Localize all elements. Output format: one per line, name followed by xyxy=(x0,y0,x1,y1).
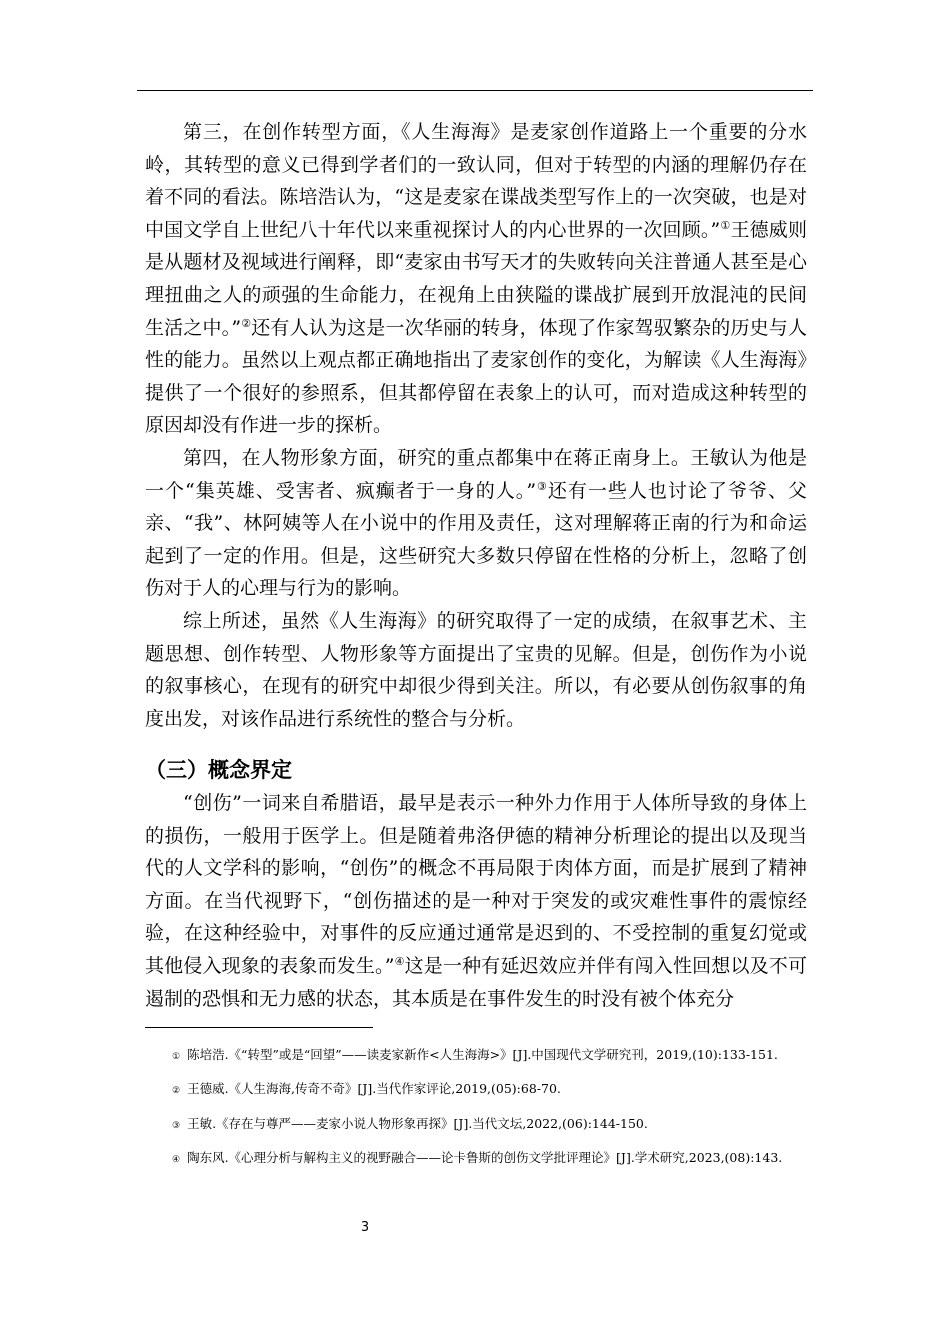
footnote-mark: ① xyxy=(172,1052,181,1062)
footnote-item xyxy=(145,1039,807,1073)
footnote-text: 陶东风.《心理分析与解构主义的视野融合——论卡鲁斯的创伤文学批评理论》[J].学术研究,2023,(08):143. xyxy=(187,1149,783,1165)
paragraph-text: 这是一种有延迟效应并伴有闯入性回想以及不可遏制的恐惧和无力感的状态，其本质是在事件发生的时没有被个体充分 xyxy=(145,954,807,1010)
paragraph-text: 还有人认为这是一次华丽的转身，体现了作家驾驭繁杂的历史与人性的能力。虽然以上观点都正确地指出了麦家创作的变化，为解读《人生海海》提供了一个很好的参照系，但其都停留在表象上的认可，而对造成这种转型的原因却没有作进一步的探析。 xyxy=(145,316,807,437)
paragraph-text: 还有一些人也讨论了爷爷、父亲、“我”、林阿姨等人在小说中的作用及责任，这对理解蒋正南的行为和命运起到了一定的作用。但是，这些研究大多数只停留在性格的分析上，忽略了创伤对于人的心理与行为的影响。 xyxy=(145,479,807,600)
page-number: 3 xyxy=(360,1220,370,1235)
body-text-upper xyxy=(145,116,807,735)
footnote-ref-3[interactable]: ③ xyxy=(536,479,548,493)
footnote-item xyxy=(145,1073,807,1107)
footnote-item xyxy=(145,1142,807,1176)
paragraph-text: 第四，在人物形象方面，研究的重点都集中在蒋正南身上。王敏认为他是一个“集英雄、受害者、疯癫者于一身的人。” xyxy=(145,446,807,502)
paragraph-concept-definition xyxy=(145,787,807,1015)
footnote-item xyxy=(145,1108,807,1142)
paragraph-text: 第三，在创作转型方面，《人生海海》是麦家创作道路上一个重要的分水岭，其转型的意义已得到学者们的一致认同，但对于转型的内涵的理解仍存在着不同的看法。陈培浩认为，“这是麦家在谍战类型写作上的一次突破，也是对中国文学自上世纪八十年代以来重视探讨人的内心世界的一次回顾。” xyxy=(145,121,807,241)
footnote-separator xyxy=(145,1027,373,1028)
footnote-mark: ② xyxy=(172,1086,181,1097)
paragraph-summary xyxy=(145,605,807,735)
footnote-text: 王敏.《存在与尊严——麦家小说人物形象再探》[J].当代文坛,2022,(06):144-150. xyxy=(187,1115,648,1131)
footnote-mark: ③ xyxy=(172,1120,181,1131)
footnote-text: 陈培浩.《“转型”或是“回望”——读麦家新作<人生海海>》[J].中国现代文学研究刊，2019,(10):133-151. xyxy=(187,1047,778,1062)
paragraph-text: 王德威则是从题材及视域进行阐释，即“麦家由书写天才的失败转向关注普通人甚至是心理扭曲之人的顽强的生命能力，在视角上由狭隘的谍战扩展到开放混沌的民间生活之中。” xyxy=(145,218,807,339)
paragraph-creation-transformation xyxy=(145,116,807,442)
footnote-ref-2[interactable]: ② xyxy=(241,316,252,330)
footnote-ref-1[interactable]: ① xyxy=(720,218,731,232)
paragraph-text: 综上所述，虽然《人生海海》的研究取得了一定的成绩，在叙事艺术、主题思想、创作转型、人物形象等方面提出了宝贵的见解。但是，创伤作为小说的叙事核心，在现有的研究中却很少得到关注。所以，有必要从创伤叙事的角度出发，对该作品进行系统性的整合与分析。 xyxy=(145,609,807,730)
footnote-mark: ④ xyxy=(172,1154,181,1165)
footnotes xyxy=(145,1039,807,1176)
section-heading: （三）概念界定 xyxy=(145,758,292,782)
paragraph-character-image xyxy=(145,442,807,605)
header-rule xyxy=(137,90,813,91)
body-text-lower xyxy=(145,787,807,1015)
footnote-text: 王德威.《人生海海,传奇不奇》[J].当代作家评论,2019,(05):68-70. xyxy=(187,1081,561,1097)
footnote-ref-4[interactable]: ④ xyxy=(394,954,405,968)
paragraph-text: “创伤”一词来自希腊语，最早是表示一种外力作用于人体所导致的身体上的损伤，一般用于医学上。但是随着弗洛伊德的精神分析理论的提出以及现当代的人文学科的影响，“创伤”的概念不再局限于肉体方面，而是扩展到了精神方面。在当代视野下，“创伤描述的是一种对于突发的或灾难性事件的震惊经验，在这种经验中，对事件的反应通过通常是迟到的、不受控制的重复幻觉或其他侵入现象的表象而发生。” xyxy=(145,792,807,977)
